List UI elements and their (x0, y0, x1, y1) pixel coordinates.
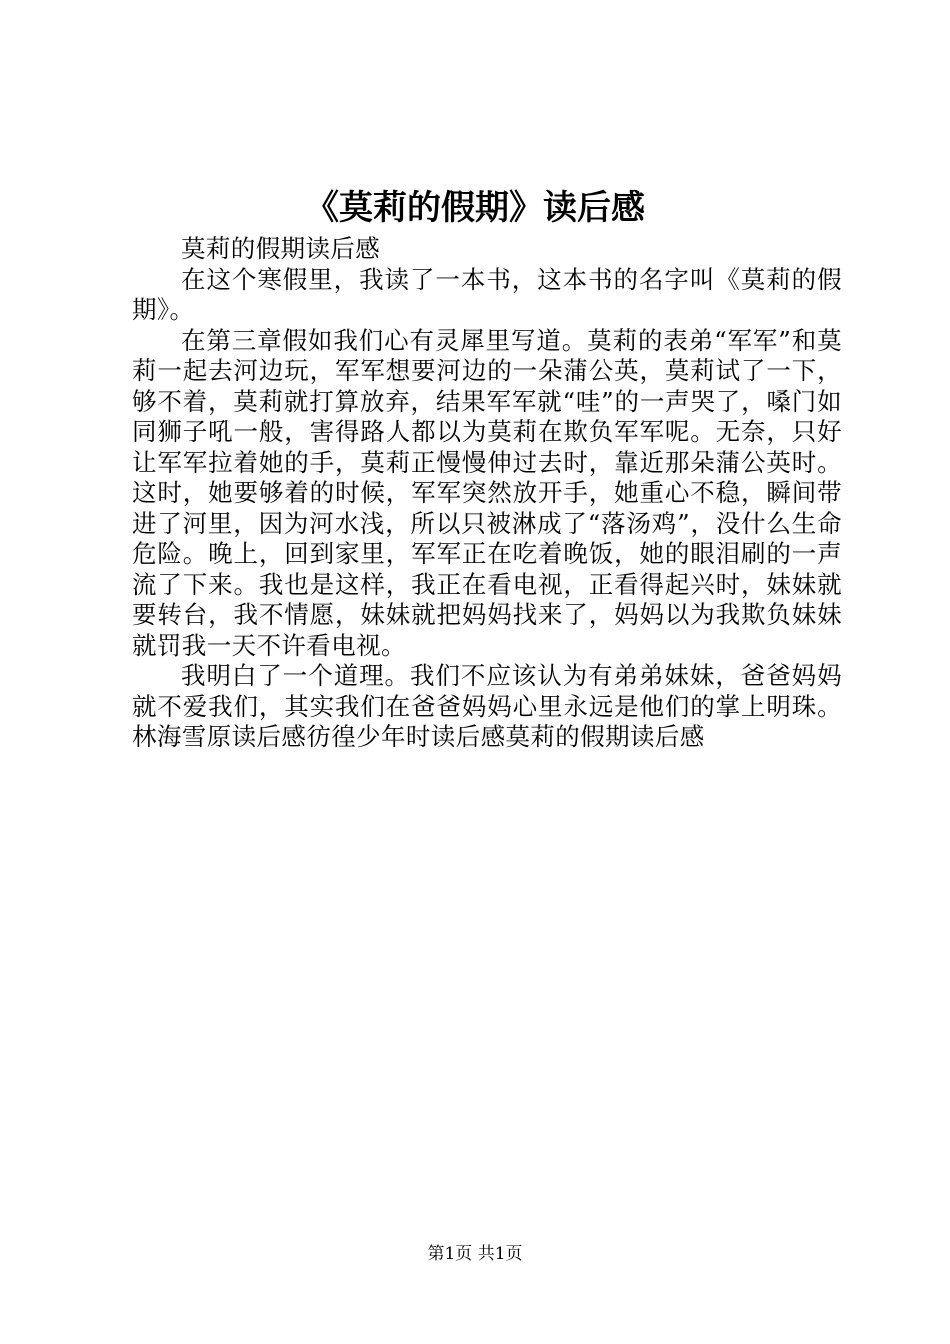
page-footer: 第1页 共1页 (427, 1244, 523, 1264)
paragraph-intro: 在这个寒假里，我读了一本书，这本书的名字叫《莫莉的假期》。 (132, 264, 842, 324)
document-body (132, 234, 842, 753)
paragraph-subtitle: 莫莉的假期读后感 (181, 234, 381, 263)
paragraph-conclusion: 我明白了一个道理。我们不应该认为有弟弟妹妹，爸爸妈妈就不爱我们，其实我们在爸爸妈妈心里永远是他们的掌上明珠。林海雪原读后感彷徨少年时读后感莫莉的假期读后感 (132, 661, 842, 751)
document-title: 《莫莉的假期》读后感 (305, 188, 645, 228)
paragraph-story: 在第三章假如我们心有灵犀里写道。莫莉的表弟“军军”和莫莉一起去河边玩，军军想要河边的一朵蒲公英，莫莉试了一下，够不着，莫莉就打算放弃，结果军军就“哇”的一声哭了，嗓门如同狮子吼一般，害得路人都以为莫莉在欺负军军呢。无奈，只好让军军拉着她的手，莫莉正慢慢伸过去时，靠近那朵蒲公英时。这时，她要够着的时候，军军突然放开手，她重心不稳，瞬间带进了河里，因为河水浅，所以只被淋成了“落汤鸡”，没什么生命危险。晚上，回到家里，军军正在吃着晚饭，她的眼泪刷的一声流了下来。我也是这样，我正在看电视，正看得起兴时，妹妹就要转台，我不情愿，妹妹就把妈妈找来了，妈妈以为我欺负妹妹就罚我一天不许看电视。 (132, 325, 842, 660)
